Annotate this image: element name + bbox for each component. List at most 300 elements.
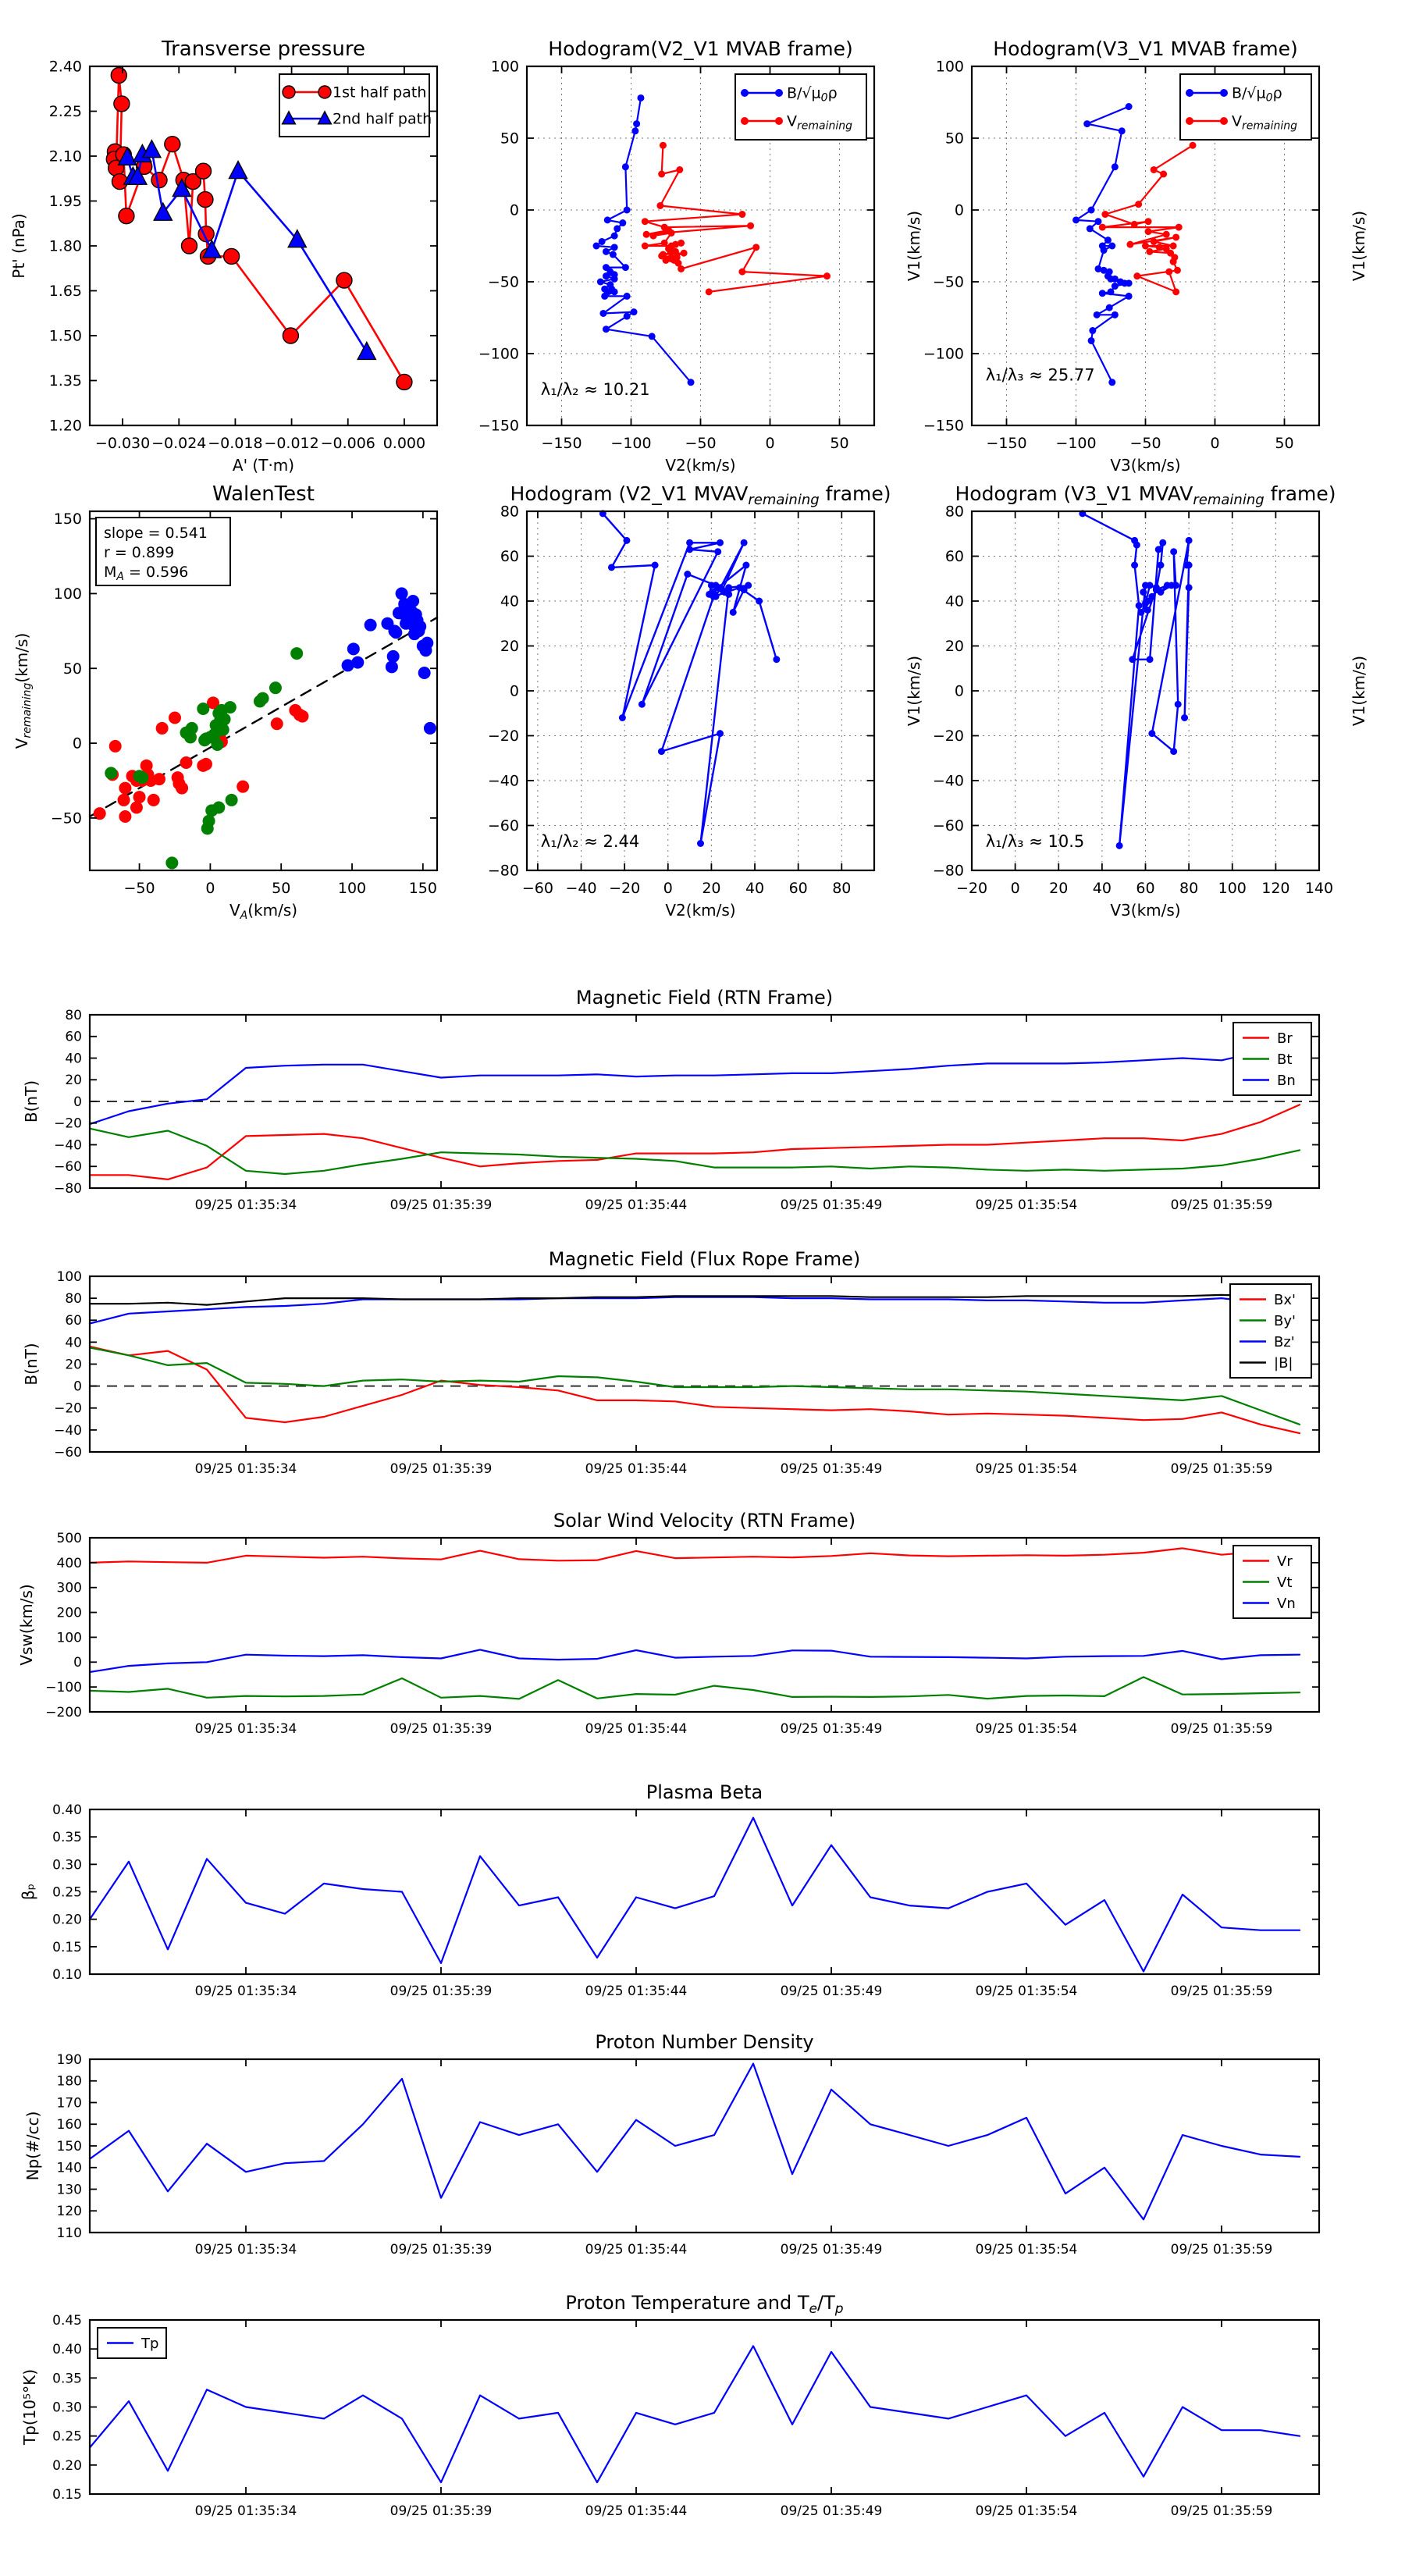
circle-marker — [296, 710, 308, 723]
x-tick-label: 09/25 01:35:39 — [389, 2242, 493, 2258]
x-tick-label: −150 — [986, 435, 1027, 452]
circle-marker — [226, 794, 238, 806]
x-tick-label: 09/25 01:35:54 — [975, 2503, 1078, 2519]
circle-marker — [181, 238, 197, 254]
x-tick-label: 09/25 01:35:59 — [1170, 2503, 1273, 2519]
hodogram-v3v1-mvab-legend — [1180, 74, 1311, 140]
dot-marker — [686, 546, 693, 553]
dot-marker — [741, 89, 749, 97]
dot-marker — [1145, 228, 1152, 235]
dot-marker — [725, 591, 732, 598]
x-tick-label: 100 — [1218, 880, 1247, 897]
y-tick-label: −100 — [923, 345, 964, 363]
dot-marker — [1220, 117, 1228, 125]
dot-marker — [1159, 539, 1166, 546]
dot-marker — [1155, 546, 1162, 553]
dot-marker — [1170, 258, 1177, 265]
x-tick-label: 20 — [1049, 880, 1069, 897]
y-tick-label: 100 — [56, 1268, 82, 1285]
x-tick-label: 09/25 01:35:34 — [194, 1984, 297, 1999]
dot-marker — [658, 748, 665, 755]
circle-marker — [418, 667, 431, 679]
dot-marker — [1126, 279, 1133, 286]
dot-marker — [1151, 238, 1158, 245]
series-Bn — [90, 1039, 1300, 1125]
x-tick-label: 09/25 01:35:39 — [389, 1461, 493, 1477]
y-tick-label: 0.40 — [52, 1802, 82, 1818]
dot-marker — [1142, 600, 1149, 607]
dot-marker — [1088, 207, 1095, 214]
x-tick-label: 09/25 01:35:39 — [389, 1984, 493, 1999]
dot-marker — [1108, 379, 1115, 386]
dot-marker — [1172, 582, 1179, 589]
y-tick-label: 400 — [56, 1555, 82, 1571]
dot-marker — [736, 584, 743, 591]
dot-marker — [649, 333, 656, 340]
y-tick-label: 1.95 — [48, 193, 82, 211]
circle-marker — [200, 758, 212, 770]
dot-marker — [1172, 288, 1179, 295]
y-tick-label: 0 — [954, 201, 964, 219]
dot-marker — [684, 571, 691, 578]
dot-marker — [1126, 103, 1133, 110]
circle-marker — [387, 650, 400, 663]
y-tick-label: −20 — [54, 1400, 82, 1417]
series-beta — [90, 1818, 1300, 1972]
circle-marker — [365, 619, 377, 632]
circle-marker — [271, 717, 283, 730]
dot-marker — [658, 171, 665, 178]
circle-marker — [119, 782, 131, 795]
y-tick-label: 80 — [944, 503, 964, 521]
y-tick-label: 0.35 — [52, 1830, 82, 1846]
x-tick-label: 09/25 01:35:34 — [194, 2242, 297, 2258]
solar-wind-velocity-rtn-legend — [1233, 1546, 1311, 1618]
series-Np — [90, 2064, 1300, 2220]
x-tick-label: −100 — [610, 435, 652, 452]
transverse-pressure-xlabel: A' (T·m) — [232, 456, 295, 475]
x-tick-label: 09/25 01:35:44 — [585, 1461, 688, 1477]
dot-marker — [1112, 311, 1119, 318]
circle-marker — [151, 173, 167, 188]
dot-marker — [1142, 243, 1149, 250]
dot-marker — [1129, 656, 1136, 663]
magnetic-field-rtn-legend — [1233, 1023, 1311, 1095]
series-Vt — [90, 1677, 1300, 1699]
circle-marker — [148, 794, 160, 806]
circle-marker — [351, 656, 364, 669]
dot-marker — [678, 240, 685, 247]
legend-label: Bn — [1277, 1072, 1296, 1089]
dot-marker — [638, 701, 646, 708]
y-tick-label: −60 — [54, 1159, 82, 1176]
y-tick-label: 0.30 — [52, 2400, 82, 2416]
y-tick-label: −150 — [478, 417, 519, 435]
plasma-beta-ylabel: βₚ — [19, 1883, 37, 1901]
dot-marker — [643, 231, 650, 238]
y-tick-label: −40 — [54, 1137, 82, 1154]
dot-marker — [676, 166, 683, 173]
circle-marker — [219, 713, 231, 725]
y-tick-label: 0 — [73, 1094, 82, 1110]
solar-wind-velocity-rtn-title: Solar Wind Velocity (RTN Frame) — [553, 1510, 856, 1532]
y-tick-label: 160 — [56, 2117, 82, 2133]
plasma-beta-title: Plasma Beta — [646, 1781, 763, 1803]
circle-marker — [197, 192, 213, 208]
legend-label: $B/√\mu_0\rho$ — [787, 84, 838, 105]
y-tick-label: 0.45 — [52, 2312, 82, 2329]
circle-marker — [283, 328, 298, 343]
proton-number-density-title: Proton Number Density — [595, 2031, 814, 2053]
x-tick-label: 09/25 01:35:49 — [780, 2503, 883, 2519]
x-tick-label: 09/25 01:35:34 — [194, 1721, 297, 1737]
dot-marker — [624, 313, 631, 320]
dot-marker — [714, 548, 721, 555]
y-tick-label: 0.25 — [52, 2428, 82, 2445]
y-tick-label: 0.35 — [52, 2371, 82, 2387]
walen-test-ylabel: $V_{remaining}(km/s)$ — [12, 632, 34, 749]
dot-marker — [1174, 267, 1181, 274]
series-B-over-sqrt-mu0rho — [596, 98, 691, 382]
dot-marker — [1147, 582, 1154, 589]
y-tick-label: −100 — [45, 1680, 82, 1696]
y-tick-label: 0.20 — [52, 1912, 82, 1928]
dot-marker — [624, 207, 631, 214]
x-tick-label: 09/25 01:35:34 — [194, 1461, 297, 1477]
panel-hodogram-v2v1-mvab — [478, 37, 923, 475]
dot-marker — [775, 117, 783, 125]
y-tick-label: 60 — [65, 1313, 82, 1329]
y-tick-label: 50 — [944, 130, 964, 148]
circle-marker — [196, 163, 212, 179]
circle-marker — [217, 724, 229, 736]
x-tick-label: 09/25 01:35:54 — [975, 1197, 1078, 1213]
y-tick-label: −40 — [932, 772, 964, 790]
hodogram-v2v1-mvav-annotation: λ₁/λ₂ ≈ 2.44 — [540, 832, 640, 852]
y-tick-label: 150 — [56, 2138, 82, 2154]
markers-hodogram-path — [599, 510, 781, 847]
circle-marker — [283, 86, 295, 98]
x-tick-label: 0 — [1010, 880, 1020, 897]
hodogram-v3v1-mvab-title: Hodogram(V3_V1 MVAB frame) — [993, 37, 1298, 60]
y-tick-label: 0 — [73, 1379, 82, 1395]
circle-marker — [212, 802, 225, 814]
x-tick-label: 09/25 01:35:44 — [585, 1197, 688, 1213]
stats-line: r = 0.899 — [104, 544, 175, 561]
hodogram-v3v1-mvab-annotation: λ₁/λ₃ ≈ 25.77 — [985, 365, 1095, 385]
dot-marker — [717, 730, 724, 737]
circle-marker — [118, 794, 130, 806]
legend-label: Bt — [1277, 1051, 1293, 1068]
dot-marker — [1099, 224, 1106, 231]
x-tick-label: 50 — [1275, 435, 1294, 452]
dot-marker — [661, 240, 668, 247]
dot-marker — [1186, 537, 1193, 544]
circle-marker — [156, 722, 169, 735]
y-tick-label: 50 — [500, 130, 519, 148]
panel-solar-wind-velocity-rtn — [17, 1510, 1319, 1737]
dot-marker — [611, 288, 618, 295]
y-tick-label: −60 — [487, 817, 519, 835]
y-tick-label: −40 — [487, 772, 519, 790]
y-tick-label: −50 — [487, 273, 519, 291]
x-tick-label: −0.024 — [151, 435, 207, 452]
x-tick-label: 09/25 01:35:54 — [975, 1721, 1078, 1737]
y-tick-label: 150 — [53, 511, 82, 528]
x-tick-label: 0 — [205, 880, 215, 897]
dot-marker — [745, 582, 752, 589]
dot-marker — [1126, 293, 1133, 300]
circle-marker — [336, 272, 352, 288]
y-tick-label: −60 — [932, 817, 964, 835]
circle-marker — [318, 86, 331, 98]
dot-marker — [714, 584, 721, 591]
dot-marker — [1131, 221, 1138, 228]
y-tick-label: 50 — [62, 660, 82, 678]
circle-marker — [109, 740, 122, 753]
dot-marker — [1083, 120, 1090, 127]
dot-marker — [717, 539, 724, 546]
y-tick-label: 60 — [500, 548, 519, 566]
plot-frame — [90, 1015, 1319, 1188]
y-tick-label: 100 — [935, 58, 964, 76]
dot-marker — [1181, 714, 1188, 721]
dot-marker — [624, 293, 631, 300]
dot-marker — [1186, 117, 1193, 125]
y-tick-label: 500 — [56, 1530, 82, 1546]
y-tick-label: 2.40 — [48, 58, 82, 76]
x-tick-label: −0.030 — [94, 435, 151, 452]
x-tick-label: 150 — [408, 880, 437, 897]
dot-marker — [1190, 142, 1197, 149]
circle-marker — [180, 756, 193, 769]
dot-marker — [1088, 337, 1095, 344]
panel-proton-number-density — [23, 2031, 1319, 2258]
y-tick-label: 170 — [56, 2095, 82, 2112]
y-tick-label: 130 — [56, 2182, 82, 2198]
circle-marker — [136, 771, 148, 784]
circle-marker — [197, 703, 209, 715]
x-tick-label: 09/25 01:35:54 — [975, 2242, 1078, 2258]
dot-marker — [730, 609, 737, 616]
magnetic-field-flux-rope-legend — [1230, 1284, 1311, 1378]
circle-marker — [414, 621, 426, 633]
dot-marker — [1112, 283, 1119, 290]
hodogram-v3v1-mvav-annotation: λ₁/λ₃ ≈ 10.5 — [985, 832, 1085, 852]
x-tick-label: 50 — [272, 880, 291, 897]
legend-label: By' — [1274, 1312, 1296, 1329]
dot-marker — [1170, 243, 1177, 250]
dot-marker — [1116, 842, 1123, 849]
dot-marker — [642, 243, 649, 250]
x-tick-label: −60 — [521, 880, 553, 897]
dot-marker — [686, 539, 693, 546]
dot-marker — [619, 714, 626, 721]
legend-label: |B| — [1274, 1354, 1293, 1372]
x-tick-label: 120 — [1261, 880, 1290, 897]
y-tick-label: 20 — [65, 1357, 82, 1373]
x-tick-label: 09/25 01:35:59 — [1170, 1721, 1273, 1737]
dot-marker — [1220, 89, 1228, 97]
circle-marker — [407, 595, 419, 607]
markers-scatter-green — [105, 647, 303, 869]
circle-marker — [114, 96, 130, 112]
magnetic-field-flux-rope-ylabel: B(nT) — [22, 1343, 41, 1386]
x-tick-label: −100 — [1055, 435, 1097, 452]
dot-marker — [633, 120, 640, 127]
x-tick-label: 0.000 — [382, 435, 426, 452]
legend-label: $V_{remaining}$ — [1232, 112, 1297, 133]
circle-marker — [237, 781, 249, 793]
series-Vr — [90, 1548, 1300, 1563]
x-tick-label: −0.018 — [208, 435, 263, 452]
dot-marker — [1172, 233, 1179, 240]
y-tick-label: −20 — [487, 728, 519, 745]
hodogram-v3v1-mvab-xlabel: V3(km/s) — [1110, 456, 1181, 475]
circle-marker — [290, 647, 303, 660]
y-tick-label: 0.25 — [52, 1884, 82, 1901]
y-tick-label: 110 — [56, 2225, 82, 2241]
circle-marker — [186, 722, 198, 735]
dot-marker — [1186, 584, 1193, 591]
dot-marker — [1087, 225, 1094, 232]
circle-marker — [347, 642, 360, 655]
series-v-remaining — [645, 145, 827, 292]
circle-marker — [165, 856, 178, 869]
panel-hodogram-v3v1-mvav — [933, 482, 1368, 920]
circle-marker — [224, 701, 237, 713]
dot-marker — [601, 293, 608, 300]
panel-proton-temperature — [20, 2292, 1319, 2519]
dot-marker — [642, 218, 649, 225]
y-tick-label: 300 — [56, 1580, 82, 1596]
y-tick-label: 40 — [65, 1051, 82, 1067]
legend-box — [1230, 1284, 1311, 1378]
y-tick-label: 1.35 — [48, 372, 82, 390]
dot-marker — [1165, 269, 1172, 276]
y-tick-label: 0.30 — [52, 1857, 82, 1873]
dot-marker — [688, 379, 695, 386]
dot-marker — [678, 265, 685, 272]
dot-marker — [1112, 163, 1119, 170]
y-tick-label: 80 — [65, 1291, 82, 1308]
dot-marker — [710, 593, 717, 600]
dot-marker — [1144, 607, 1151, 614]
y-tick-label: −60 — [54, 1444, 82, 1461]
dot-marker — [708, 582, 715, 589]
dot-marker — [619, 219, 626, 226]
hodogram-v2v1-mvav-xlabel: V2(km/s) — [665, 901, 736, 920]
x-tick-label: 140 — [1304, 880, 1334, 897]
triangle-marker — [229, 162, 247, 179]
dot-marker — [1175, 701, 1182, 708]
y-tick-label: 80 — [500, 503, 519, 521]
dot-marker — [741, 117, 749, 125]
dot-marker — [599, 310, 606, 317]
dot-marker — [681, 250, 688, 257]
y-tick-label: −20 — [54, 1115, 82, 1132]
dot-marker — [623, 537, 630, 544]
dot-marker — [1104, 237, 1112, 244]
x-tick-label: 100 — [337, 880, 367, 897]
hodogram-v2v1-mvav-ylabel: V1(km/s) — [905, 655, 923, 727]
markers-scatter-red — [94, 696, 309, 823]
y-tick-label: 60 — [944, 548, 964, 566]
dot-marker — [1106, 304, 1113, 311]
y-tick-label: 1.80 — [48, 237, 82, 255]
dot-marker — [1136, 602, 1143, 609]
x-tick-label: 0 — [1210, 435, 1220, 452]
circle-marker — [130, 802, 143, 814]
x-tick-label: 09/25 01:35:44 — [585, 1984, 688, 1999]
x-tick-label: −20 — [609, 880, 641, 897]
dot-marker — [610, 251, 617, 258]
circle-marker — [424, 722, 436, 735]
x-tick-label: 09/25 01:35:44 — [585, 2503, 688, 2519]
dot-marker — [697, 840, 704, 847]
dot-marker — [1151, 166, 1158, 173]
dot-marker — [622, 163, 629, 170]
panel-magnetic-field-rtn — [22, 987, 1319, 1213]
triangle-marker — [143, 141, 161, 158]
magnetic-field-rtn-ylabel: B(nT) — [22, 1080, 41, 1123]
dot-marker — [756, 598, 763, 605]
dot-marker — [1145, 218, 1152, 225]
y-tick-label: 0.40 — [52, 2342, 82, 2358]
transverse-pressure-ylabel: Pt' (nPa) — [9, 213, 28, 279]
x-tick-label: −50 — [685, 435, 717, 452]
triangle-marker — [357, 342, 375, 359]
x-tick-label: 09/25 01:35:34 — [194, 1197, 297, 1213]
y-tick-label: 140 — [56, 2160, 82, 2176]
y-tick-label: 20 — [944, 638, 964, 656]
x-tick-label: 80 — [832, 880, 852, 897]
circle-marker — [396, 587, 408, 600]
dot-marker — [1108, 243, 1115, 250]
dot-marker — [1135, 201, 1142, 208]
x-tick-label: 09/25 01:35:54 — [975, 1461, 1078, 1477]
dot-marker — [1101, 211, 1108, 218]
x-tick-label: 09/25 01:35:49 — [780, 2242, 883, 2258]
proton-number-density-ylabel: Np(#/cc) — [23, 2111, 42, 2181]
y-tick-label: 0.15 — [52, 1939, 82, 1955]
legend-label: Br — [1277, 1030, 1293, 1047]
y-tick-label: −200 — [45, 1704, 82, 1720]
dot-marker — [599, 238, 606, 245]
x-tick-label: 50 — [830, 435, 849, 452]
y-tick-label: 0.20 — [52, 2457, 82, 2474]
dot-marker — [1119, 127, 1126, 134]
dot-marker — [823, 272, 831, 279]
y-tick-label: 0 — [73, 1655, 82, 1671]
stats-line: $M_A = 0.596$ — [104, 564, 189, 583]
dot-marker — [1157, 589, 1164, 596]
dot-marker — [611, 244, 618, 251]
x-tick-label: −150 — [541, 435, 582, 452]
y-tick-label: −80 — [487, 862, 519, 880]
proton-temperature-title: Proton Temperature and $T_e/T_p$ — [565, 2292, 844, 2317]
y-tick-label: 100 — [56, 1630, 82, 1646]
x-tick-label: 40 — [1092, 880, 1112, 897]
y-tick-label: 40 — [65, 1335, 82, 1351]
y-tick-label: 120 — [56, 2204, 82, 2220]
circle-marker — [397, 374, 412, 390]
dot-marker — [1146, 248, 1153, 255]
legend-label: Bx' — [1274, 1291, 1296, 1308]
hodogram-v2v1-mvab-ylabel: V1(km/s) — [905, 210, 923, 282]
panel-walen-test — [12, 482, 437, 922]
y-tick-label: 1.65 — [48, 283, 82, 301]
